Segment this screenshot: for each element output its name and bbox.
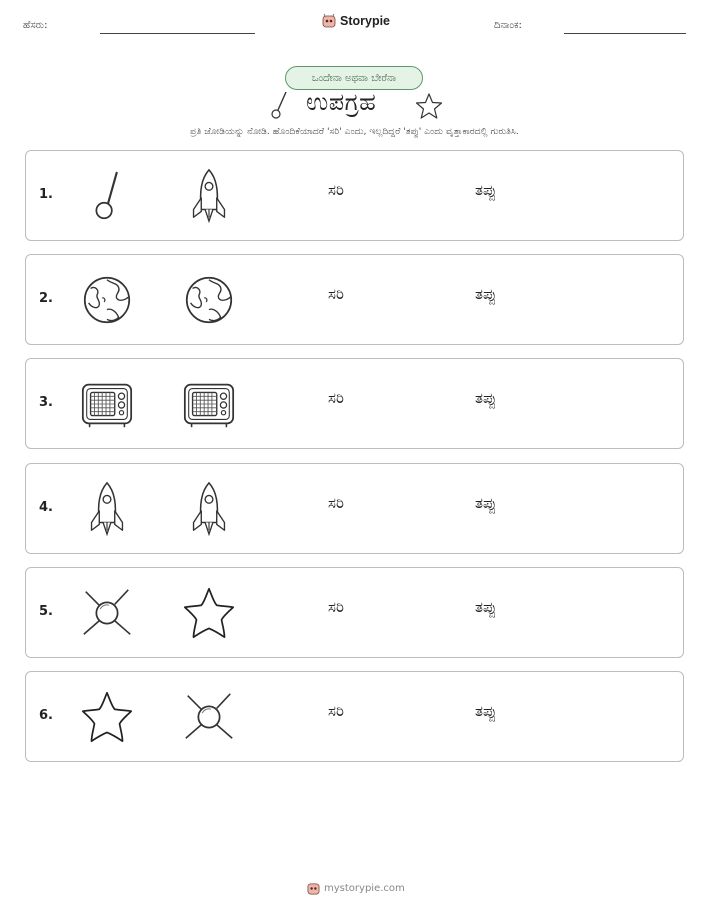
date-line[interactable] xyxy=(564,33,686,34)
magnifier-icon xyxy=(270,90,292,120)
answer-option-yes[interactable]: ಸರಿ xyxy=(328,181,344,199)
earth-icon xyxy=(78,271,136,329)
magnifier-icon xyxy=(78,167,136,225)
answer-option-no[interactable]: ತಪ್ಪು xyxy=(475,598,497,616)
question-number: 5. xyxy=(39,604,53,619)
rocket-icon xyxy=(78,480,136,538)
footer-site[interactable]: mystorypie.com xyxy=(324,883,405,894)
name-line[interactable] xyxy=(100,33,255,34)
radio-icon xyxy=(78,375,136,433)
answer-option-yes[interactable]: ಸರಿ xyxy=(328,285,344,303)
answer-option-no[interactable]: ತಪ್ಪು xyxy=(475,702,497,720)
question-number: 3. xyxy=(39,395,53,410)
star-icon xyxy=(180,584,238,642)
footer xyxy=(307,881,405,896)
star-icon xyxy=(78,688,136,746)
brand-name: Storypie xyxy=(340,14,391,28)
name-label: ಹೆಸರು: xyxy=(23,20,48,31)
answer-option-yes[interactable]: ಸರಿ xyxy=(328,389,344,407)
rocket-icon xyxy=(180,480,238,538)
date-label: ದಿನಾಂಕ: xyxy=(494,20,522,31)
answer-option-no[interactable]: ತಪ್ಪು xyxy=(475,494,497,512)
answer-option-yes[interactable]: ಸರಿ xyxy=(328,598,344,616)
worksheet-type-badge: ಒಂದೇನಾ ಅಥವಾ ಬೇರೆನಾ xyxy=(285,66,423,90)
question-card xyxy=(25,150,684,241)
answer-option-no[interactable]: ತಪ್ಪು xyxy=(475,285,497,303)
storypie-mascot-icon xyxy=(322,13,336,29)
answer-option-yes[interactable]: ಸರಿ xyxy=(328,494,344,512)
radio-icon xyxy=(180,375,238,433)
answer-option-no[interactable]: ತಪ್ಪು xyxy=(475,389,497,407)
answer-option-no[interactable]: ತಪ್ಪು xyxy=(475,181,497,199)
rocket-icon xyxy=(180,167,238,225)
question-card xyxy=(25,254,684,345)
question-card xyxy=(25,671,684,762)
satellite-icon xyxy=(180,688,238,746)
satellite-icon xyxy=(78,584,136,642)
question-card xyxy=(25,463,684,554)
earth-icon xyxy=(180,271,238,329)
star-icon xyxy=(414,92,444,120)
page-title: ಉಪಗ್ರಹ xyxy=(306,88,377,116)
question-number: 4. xyxy=(39,500,53,515)
brand-logo xyxy=(322,13,390,29)
question-number: 1. xyxy=(39,187,53,202)
instructions: ಪ್ರತಿ ಜೋಡಿಯನ್ನು ನೋಡಿ. ಹೊಂದಿಕೆಯಾದರೆ 'ಸರಿ' ಎಂದು, ಇಲ್ಲದಿದ್ದರೆ 'ತಪ್ಪು' ಎಂದು ವೃತ್ತಾಕಾರದಲ್ಲಿ ಗುರುತಿಸಿ. xyxy=(190,126,519,137)
question-card xyxy=(25,358,684,449)
storypie-mascot-icon xyxy=(307,881,320,896)
answer-option-yes[interactable]: ಸರಿ xyxy=(328,702,344,720)
question-card xyxy=(25,567,684,658)
question-number: 6. xyxy=(39,708,53,723)
question-number: 2. xyxy=(39,291,53,306)
